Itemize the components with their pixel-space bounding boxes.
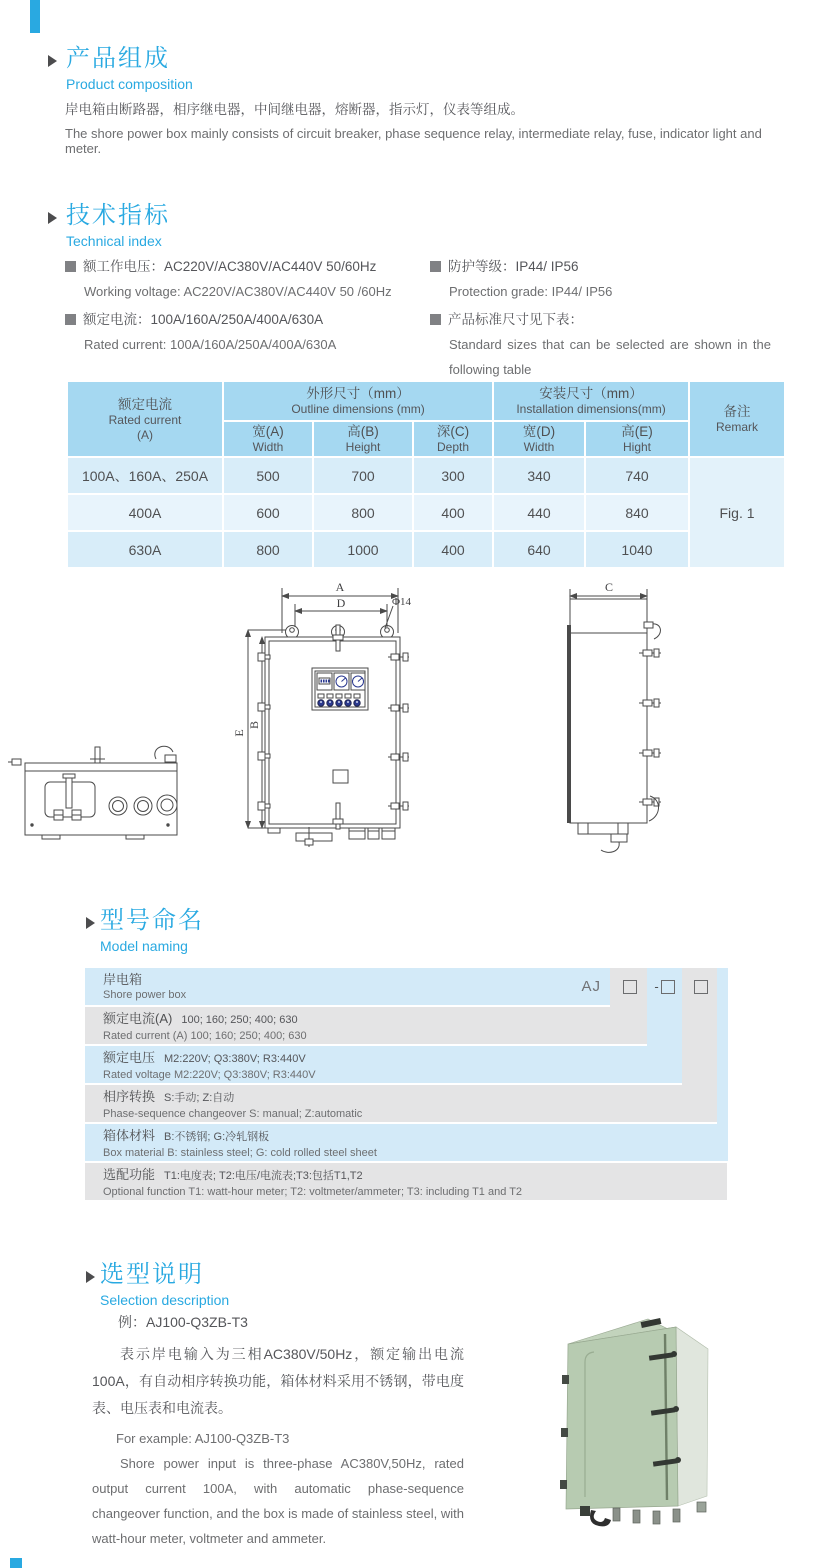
table-row [68, 495, 784, 530]
selection-title-cn: 选型说明 [100, 1261, 204, 1288]
technical-header [48, 203, 170, 249]
model-prefix: AJ [581, 978, 601, 995]
cell-depth: 400 [414, 495, 492, 530]
selection-example-cn: 例：AJ100-Q3ZB-T3 [118, 1314, 248, 1330]
naming-en: Shore power box [103, 989, 187, 1001]
col-header-remark: 备注 Remark [690, 382, 784, 456]
spec-en-text: Working voltage: AC220V/AC380V/AC440V 50 /60Hz [84, 284, 392, 299]
naming-en: Optional function [103, 1186, 186, 1198]
naming-en-detail: 100; 160; 250; 400; 630 [190, 1030, 307, 1042]
bottom-hinge [580, 1506, 590, 1516]
col-header-rated-current: 额定电流 Rated current (A) [68, 382, 222, 456]
dim-label-B: B [247, 720, 261, 730]
cell-install-hight: 840 [586, 495, 688, 530]
naming-cn-detail: M2:220V; Q3:380V; R3:440V [164, 1053, 306, 1065]
col-header-height-b: 高(B) Height [314, 422, 412, 456]
naming-en: Box material [103, 1147, 165, 1159]
composition-body-en: The shore power box mainly consists of circuit breaker, phase sequence relay, intermediate relay, fuse, indicator light and meter. [65, 126, 762, 156]
model-naming-header [86, 908, 204, 954]
cell-install-width: 440 [494, 495, 584, 530]
meter-panel [312, 668, 368, 710]
naming-cn: 相序转换 [103, 1089, 156, 1104]
spec-en-text: Standard sizes that can be selected are shown in the following table [449, 337, 771, 377]
naming-cn-detail: B:不锈钢; G:冷轧钢板 [164, 1131, 270, 1143]
composition-header [48, 46, 193, 92]
naming-en: Phase-sequence changeover [103, 1108, 247, 1120]
square-bullet-icon [65, 314, 76, 325]
technical-specs-right [430, 254, 775, 385]
naming-en-detail: M2:220V; Q3:380V; R3:440V [173, 1069, 316, 1081]
naming-cn-detail: T1:电度表; T2:电压/电流表;T3:包括T1,T2 [164, 1170, 363, 1182]
cell-height: 800 [314, 495, 412, 530]
cell-width: 800 [224, 532, 312, 567]
spec-cn-text: 防护等级：IP44/ IP56 [448, 259, 579, 274]
cell-remark: Fig. 1 [690, 458, 784, 567]
selection-body-en: Shore power input is three-phase AC380V,50Hz, rated output current 100A, with automatic phase-sequence changeover function, and the box is made of stainless steel, with watt-hour meter, voltmeter and ammeter. [92, 1456, 464, 1546]
dimensions-table [66, 380, 786, 569]
dim-label-D: D [336, 596, 346, 610]
drawing-bottom-view [8, 746, 177, 839]
square-bullet-icon [430, 314, 441, 325]
drawing-front-view [232, 580, 412, 847]
square-bullet-icon [65, 261, 76, 272]
spec-cn-text: 产品标准尺寸见下表： [448, 312, 583, 327]
col-header-width-d: 宽(D) Width [494, 422, 584, 456]
box-side-face [676, 1327, 708, 1506]
page-corner-mark-bottom [10, 1558, 22, 1568]
cell-width: 600 [224, 495, 312, 530]
naming-row-rated-current [85, 1007, 647, 1044]
naming-cn-detail: 100; 160; 250; 400; 630 [181, 1014, 298, 1026]
code-box [661, 980, 675, 994]
cell-install-width: 640 [494, 532, 584, 567]
technical-specs-left [65, 254, 425, 360]
cell-install-hight: 740 [586, 458, 688, 493]
model-naming-title-cn: 型号命名 [100, 907, 204, 934]
col-header-width-a: 宽(A) Width [224, 422, 312, 456]
naming-en-detail: B: stainless steel; G: cold rolled steel sheet [167, 1147, 377, 1159]
composition-title-en: Product composition [66, 76, 193, 93]
spec-en-text: Protection grade: IP44/ IP56 [449, 284, 613, 299]
cell-install-hight: 1040 [586, 532, 688, 567]
naming-cn: 额定电流(A) [103, 1011, 173, 1026]
selection-header [86, 1262, 229, 1308]
spec-item [65, 254, 425, 304]
naming-cn: 选配功能 [103, 1167, 156, 1182]
cell-height: 700 [314, 458, 412, 493]
naming-cn: 额定电压 [103, 1050, 156, 1065]
model-naming-diagram [85, 968, 740, 1200]
cell-width: 500 [224, 458, 312, 493]
naming-en-detail: S: manual; Z:automatic [249, 1108, 363, 1120]
selection-text [92, 1312, 464, 1551]
cell-height: 1000 [314, 532, 412, 567]
spec-item [65, 307, 425, 357]
spec-item [430, 307, 775, 382]
cell-install-width: 340 [494, 458, 584, 493]
naming-en: Rated current (A) [103, 1030, 188, 1042]
section-marker-icon [86, 1271, 95, 1283]
naming-row-rated-voltage [85, 1046, 682, 1083]
col-header-hight-e: 高(E) Hight [586, 422, 688, 456]
section-marker-icon [48, 55, 57, 67]
code-box [694, 980, 708, 994]
cell-depth: 300 [414, 458, 492, 493]
dim-label-C: C [604, 580, 614, 594]
side-cable [601, 842, 619, 852]
drawing-side-view [567, 580, 661, 852]
spec-item [430, 254, 775, 304]
selection-body-cn: 表示岸电输入为三相AC380V/50Hz，额定输出电流100A，有自动相序转换功能，箱体材料采用不锈钢，带电度表、电压表和电流表。 [92, 1346, 464, 1416]
section-marker-icon [48, 212, 57, 224]
spec-cn-text: 额定电流：100A/160A/250A/400A/630A [83, 312, 324, 327]
naming-row-phase-sequence [85, 1085, 717, 1122]
square-bullet-icon [430, 261, 441, 272]
spec-en-text: Rated current: 100A/160A/250A/400A/630A [84, 337, 337, 352]
col-header-depth-c: 深(C) Depth [414, 422, 492, 456]
naming-en: Rated voltage [103, 1069, 171, 1081]
col-group-installation: 安装尺寸（mm） Installation dimensions(mm) [494, 382, 688, 420]
dim-label-hole-dia: Φ14 [392, 596, 412, 608]
code-column-voltage: - [647, 968, 682, 1083]
page-corner-mark-top [30, 0, 40, 33]
naming-en-detail: T1: watt-hour meter; T2: voltmeter/ammeter; T3: including T1 and T2 [188, 1186, 523, 1198]
naming-row-box-material [85, 1124, 728, 1161]
section-marker-icon [86, 917, 95, 929]
cell-current: 400A [68, 495, 222, 530]
technical-title-cn: 技术指标 [66, 202, 170, 229]
table-row [68, 532, 784, 567]
dim-label-A: A [335, 580, 345, 594]
naming-row-shore-power-box [85, 968, 610, 1005]
naming-cn-detail: S:手动; Z:自动 [164, 1092, 235, 1104]
technical-title-en: Technical index [66, 233, 162, 250]
cell-depth: 400 [414, 532, 492, 567]
selection-example-en: For example: AJ100-Q3ZB-T3 [116, 1431, 290, 1446]
product-photo [545, 1292, 810, 1568]
model-naming-title-en: Model naming [100, 938, 188, 955]
spec-cn-text: 额工作电压：AC220V/AC380V/AC440V 50/60Hz [83, 259, 377, 274]
technical-drawing [0, 575, 830, 885]
code-box [623, 980, 637, 994]
selection-title-en: Selection description [100, 1292, 230, 1309]
col-group-outline: 外形尺寸（mm） Outline dimensions (mm) [224, 382, 492, 420]
cell-current: 100A、160A、250A [68, 458, 222, 493]
table-row [68, 458, 784, 493]
naming-row-optional-function [85, 1163, 727, 1200]
composition-body-cn: 岸电箱由断路器，相序继电器，中间继电器，熔断器，指示灯，仪表等组成。 [65, 102, 524, 117]
naming-cn: 箱体材料 [103, 1128, 156, 1143]
naming-cn: 岸电箱 [103, 972, 143, 987]
cell-current: 630A [68, 532, 222, 567]
bottom-latch-handle [590, 1510, 611, 1526]
composition-title-cn: 产品组成 [66, 45, 170, 72]
dim-label-E: E [232, 729, 246, 737]
